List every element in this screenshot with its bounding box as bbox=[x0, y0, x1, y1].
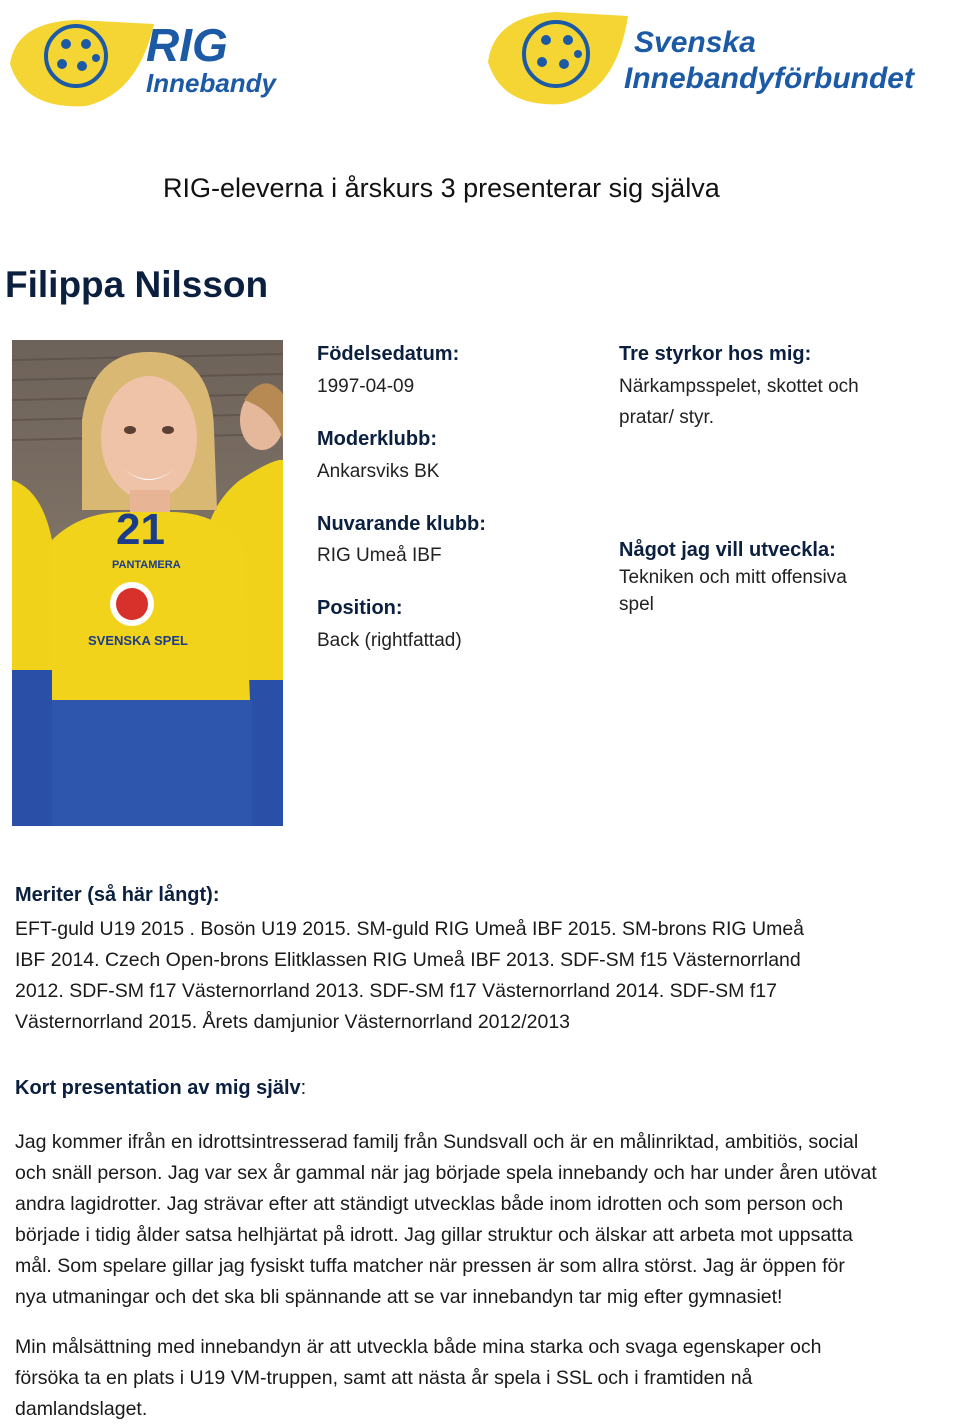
presentation-text bbox=[15, 1127, 915, 1313]
presentation-line: Jag kommer ifrån en idrottsintresserad familj från Sundsvall och är en målinriktad, ambitiös, social bbox=[15, 1131, 859, 1153]
merits-label: Meriter (så här långt): bbox=[15, 884, 220, 906]
position-label: Position: bbox=[317, 597, 403, 619]
position-value: Back (rightfattad) bbox=[317, 630, 462, 651]
player-photo bbox=[12, 340, 283, 826]
sif-logo bbox=[484, 8, 954, 108]
merits-line: Västernorrland 2015. Årets damjunior Västernorrland 2012/2013 bbox=[15, 1011, 571, 1033]
presentation-label-colon: : bbox=[300, 1077, 307, 1099]
goal-line: damlandslaget. bbox=[15, 1398, 148, 1420]
presentation-line: nya utmaningar och det ska bli spännande att se var innebandyn tar mig efter gymnasiet! bbox=[15, 1286, 783, 1308]
jersey-sponsor-top: PANTAMERA bbox=[112, 559, 181, 571]
rig-innebandy-logo bbox=[6, 14, 306, 109]
presentation-line: mål. Som spelare gillar jag fysiskt tuffa matcher när pressen är som allra störst. Jag är öppen för bbox=[15, 1255, 845, 1277]
goal-line: Min målsättning med innebandyn är att utveckla både mina starka och svaga egenskaper och bbox=[15, 1336, 822, 1358]
develop-label: Något jag vill utveckla: bbox=[619, 539, 836, 561]
merits-text bbox=[15, 914, 915, 1038]
floorball-ball-icon bbox=[484, 8, 634, 108]
develop-line-1: Tekniken och mitt offensiva bbox=[619, 567, 847, 588]
merits-line: IBF 2014. Czech Open-brons Elitklassen RIG Umeå IBF 2013. SDF-SM f15 Västernorrland bbox=[15, 949, 801, 971]
current-club-value: RIG Umeå IBF bbox=[317, 545, 442, 566]
goal-text bbox=[15, 1332, 915, 1425]
sif-logo-subtitle: Innebandyförbundet bbox=[624, 62, 914, 95]
strengths-line-2: pratar/ styr. bbox=[619, 407, 715, 428]
presentation-label-text: Kort presentation av mig själv bbox=[15, 1077, 301, 1099]
youth-club-label: Moderklubb: bbox=[317, 428, 437, 450]
rig-logo-subtitle: Innebandy bbox=[146, 68, 277, 98]
strengths-label: Tre styrkor hos mig: bbox=[619, 343, 812, 365]
presentation-label bbox=[15, 1077, 306, 1100]
jersey-number: 21 bbox=[116, 505, 165, 554]
sif-logo-title: Svenska bbox=[634, 26, 756, 59]
current-club-label: Nuvarande klubb: bbox=[317, 513, 486, 535]
presentation-line: andra lagidrotter. Jag strävar efter att ständigt utvecklas både inom idrotten och som person och bbox=[15, 1193, 844, 1215]
birth-value: 1997-04-09 bbox=[317, 376, 415, 397]
floorball-ball-icon bbox=[6, 14, 156, 109]
page-heading: RIG-eleverna i årskurs 3 presenterar sig själva bbox=[163, 173, 720, 203]
presentation-line: och snäll person. Jag var sex år gammal när jag började spela innebandy och har under åren utövat bbox=[15, 1162, 877, 1184]
goal-line: försöka ta en plats i U19 VM-truppen, samt att nästa år spela i SSL och i framtiden nå bbox=[15, 1367, 753, 1389]
player-name: Filippa Nilsson bbox=[5, 264, 269, 305]
strengths-line-1: Närkampsspelet, skottet och bbox=[619, 376, 859, 397]
merits-line: EFT-guld U19 2015 . Bosön U19 2015. SM-guld RIG Umeå IBF 2015. SM-brons RIG Umeå bbox=[15, 918, 805, 940]
rig-logo-title: RIG bbox=[146, 19, 228, 71]
birth-label: Födelsedatum: bbox=[317, 343, 460, 365]
youth-club-value: Ankarsviks BK bbox=[317, 461, 440, 482]
presentation-line: började i tidig ålder satsa helhjärtat på idrott. Jag gillar struktur och älskar att arbeta mot uppsatta bbox=[15, 1224, 853, 1246]
merits-line: 2012. SDF-SM f17 Västernorrland 2013. SDF-SM f17 Västernorrland 2014. SDF-SM f17 bbox=[15, 980, 777, 1002]
develop-line-2: spel bbox=[619, 594, 654, 615]
jersey-sponsor-bottom: SVENSKA SPEL bbox=[88, 633, 188, 648]
